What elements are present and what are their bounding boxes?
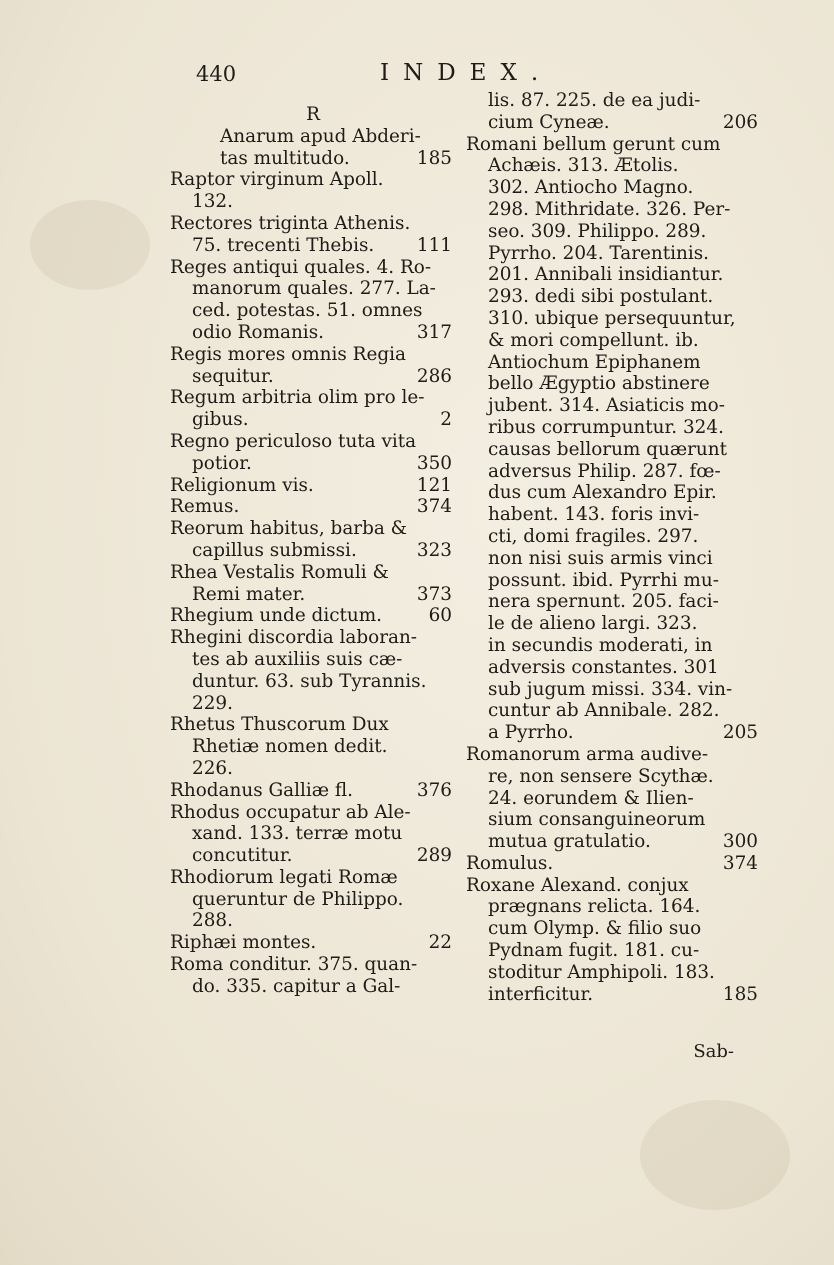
- index-line-text: ced. potestas. 51. omnes: [192, 300, 423, 322]
- index-line-text: nera spernunt. 205. faci-: [488, 591, 719, 613]
- index-line: [466, 635, 762, 657]
- index-line-text: Rhodus occupatur ab Ale-: [170, 801, 411, 823]
- index-line: [170, 126, 456, 148]
- index-line-text: odio Romanis.: [192, 321, 324, 343]
- index-line-text: Rectores triginta Athenis.: [170, 212, 411, 234]
- index-line-text: R: [306, 104, 320, 125]
- index-line-text: causas bellorum quærunt: [488, 438, 727, 460]
- index-line: [466, 286, 762, 308]
- index-line: [466, 526, 762, 548]
- page-reference: 22: [428, 932, 452, 954]
- index-line: [170, 976, 456, 998]
- index-line-text: stoditur Amphipoli. 183.: [488, 961, 715, 983]
- index-line: [466, 373, 762, 395]
- index-line-text: Raptor virginum Apoll.: [170, 169, 384, 191]
- index-line: [170, 845, 456, 867]
- index-line: [466, 657, 762, 679]
- index-line: [466, 308, 762, 330]
- index-line-text: cium Cyneæ.: [488, 111, 610, 133]
- index-line: [466, 962, 762, 984]
- index-line-text: le de alieno largi. 323.: [488, 613, 698, 635]
- index-line-text: jubent. 314. Asiaticis mo-: [488, 395, 725, 417]
- index-line: [170, 213, 456, 235]
- page-reference: 376: [416, 779, 452, 801]
- index-line: [170, 954, 456, 976]
- index-line: [170, 169, 456, 191]
- index-line-text: 288.: [192, 910, 233, 932]
- index-line-text: Achæis. 313. Ætolis.: [488, 155, 679, 177]
- index-line-text: Romani bellum gerunt cum: [466, 133, 721, 155]
- page-reference: 60: [428, 605, 452, 627]
- index-line-text: a Pyrrho.: [488, 722, 574, 744]
- index-line: [466, 570, 762, 592]
- page-reference: 373: [416, 583, 452, 605]
- index-line-text: lis. 87. 225. de ea judi-: [488, 90, 701, 111]
- index-line-text: sub jugum missi. 334. vin-: [488, 678, 733, 700]
- page-reference: 350: [416, 452, 452, 474]
- index-line: [466, 788, 762, 810]
- index-line: [170, 453, 456, 475]
- index-line: [466, 264, 762, 286]
- page-reference: 300: [722, 831, 758, 853]
- index-line: [466, 591, 762, 613]
- index-line: [466, 613, 762, 635]
- index-line: [170, 714, 456, 736]
- index-line-text: Remus.: [170, 496, 240, 518]
- index-line: [170, 366, 456, 388]
- index-line-text: Regis mores omnis Regia: [170, 343, 407, 365]
- index-line-text: dus cum Alexandro Epir.: [488, 482, 717, 504]
- index-line-text: potior.: [192, 452, 252, 474]
- index-line-text: ribus corrumpuntur. 324.: [488, 416, 724, 438]
- index-line: [170, 409, 456, 431]
- index-line: [466, 896, 762, 918]
- index-line-text: gibus.: [192, 409, 249, 431]
- index-line-text: Reges antiqui quales. 4. Ro-: [170, 256, 432, 278]
- page-reference: 205: [722, 722, 758, 744]
- index-line-text: mutua gratulatio.: [488, 831, 651, 853]
- index-line: [170, 496, 456, 518]
- page-reference: 185: [722, 983, 758, 1005]
- index-line: [466, 395, 762, 417]
- index-line-text: sium consanguineorum: [488, 809, 706, 831]
- index-line-text: tes ab auxiliis suis cæ-: [192, 648, 403, 670]
- index-line-text: adversis constantes. 301: [488, 656, 719, 678]
- index-line-text: cti, domi fragiles. 297.: [488, 525, 699, 547]
- index-line: [170, 148, 456, 170]
- page-reference: 185: [416, 147, 452, 169]
- index-line: [466, 853, 762, 875]
- index-line: [466, 199, 762, 221]
- index-line-text: in secundis moderati, in: [488, 634, 713, 656]
- index-line-text: & mori compellunt. ib.: [488, 329, 699, 351]
- index-line: [170, 736, 456, 758]
- index-line: [466, 831, 762, 853]
- index-line: [170, 344, 456, 366]
- index-line-text: interficitur.: [488, 983, 594, 1005]
- index-line-text: Religionum vis.: [170, 474, 314, 496]
- index-line-text: Reorum habitus, barba &: [170, 518, 408, 540]
- page-header: [196, 60, 576, 94]
- index-line: [466, 177, 762, 199]
- index-line-text: Antiochum Epiphanem: [488, 351, 701, 373]
- index-line-text: queruntur de Philippo.: [192, 888, 404, 910]
- index-line-text: 298. Mithridate. 326. Per-: [488, 198, 731, 220]
- index-line-text: cum Olymp. & filio suo: [488, 918, 702, 940]
- index-line: [466, 722, 762, 744]
- index-line: [170, 431, 456, 453]
- index-line-text: bello Ægyptio abstinere: [488, 373, 710, 395]
- index-line: [170, 932, 456, 954]
- index-line-text: 226.: [192, 757, 233, 779]
- index-line-text: Pydnam fugit. 181. cu-: [488, 940, 700, 962]
- index-line-text: Regum arbitria olim pro le-: [170, 387, 425, 409]
- index-line-text: Romulus.: [466, 852, 554, 874]
- index-line: [170, 540, 456, 562]
- index-line: [466, 679, 762, 701]
- index-line-text: 310. ubique persequuntur,: [488, 307, 736, 329]
- index-line: [466, 439, 762, 461]
- index-line-text: re, non sensere Scythæ.: [488, 765, 714, 787]
- index-line: [466, 984, 762, 1006]
- index-line: [466, 766, 762, 788]
- index-line-text: possunt. ibid. Pyrrhi mu-: [488, 569, 719, 591]
- index-line-text: prægnans relicta. 164.: [488, 896, 701, 918]
- index-line-text: Romanorum arma audive-: [466, 743, 709, 765]
- index-line: [170, 823, 456, 845]
- index-line: [466, 744, 762, 766]
- index-line: [170, 867, 456, 889]
- index-line: [466, 90, 762, 112]
- index-line: [170, 322, 456, 344]
- index-line: [170, 257, 456, 279]
- index-line: [170, 235, 456, 257]
- right-index-column: [466, 90, 762, 1005]
- index-line: [466, 134, 762, 156]
- index-line: [170, 780, 456, 802]
- left-index-column: [170, 104, 456, 998]
- index-line-text: Anarum apud Abderi-: [220, 125, 421, 147]
- index-line-text: Roxane Alexand. conjux: [466, 874, 689, 896]
- index-line: [170, 191, 456, 213]
- index-line-text: Rhetus Thuscorum Dux: [170, 714, 389, 736]
- index-line: [170, 278, 456, 300]
- section-letter: [170, 104, 456, 126]
- index-line: [170, 758, 456, 780]
- index-line: [466, 504, 762, 526]
- index-line: [170, 387, 456, 409]
- index-line: [170, 889, 456, 911]
- index-line-text: cuntur ab Annibale. 282.: [488, 700, 720, 722]
- index-line-text: xand. 133. terræ motu: [192, 823, 403, 845]
- index-line-text: non nisi suis armis vinci: [488, 547, 713, 569]
- index-line-text: adversus Philip. 287. fœ-: [488, 460, 721, 482]
- page-reference: 121: [416, 474, 452, 496]
- page-reference: 374: [416, 496, 452, 518]
- index-line: [170, 300, 456, 322]
- index-line: [466, 330, 762, 352]
- index-line-text: Rhodanus Galliæ fl.: [170, 779, 354, 801]
- index-line-text: 75. trecenti Thebis.: [192, 234, 375, 256]
- index-line: [466, 221, 762, 243]
- index-line-text: 229.: [192, 692, 233, 714]
- page-reference: 317: [416, 321, 452, 343]
- index-line: [466, 243, 762, 265]
- index-line-text: seo. 309. Philippo. 289.: [488, 220, 707, 242]
- index-line: [466, 482, 762, 504]
- page-reference: 206: [722, 111, 758, 133]
- running-title: INDEX.: [380, 60, 553, 86]
- index-line: [170, 562, 456, 584]
- page-reference: 111: [416, 234, 452, 256]
- index-line: [170, 518, 456, 540]
- page-reference: 323: [416, 539, 452, 561]
- page-reference: 286: [416, 365, 452, 387]
- index-line: [170, 475, 456, 497]
- index-line: [466, 940, 762, 962]
- index-line-text: manorum quales. 277. La-: [192, 278, 436, 300]
- index-line: [170, 671, 456, 693]
- index-line: [170, 584, 456, 606]
- index-line-text: Rhodiorum legati Romæ: [170, 866, 398, 888]
- index-line-text: Rhegini discordia laboran-: [170, 627, 418, 649]
- index-line: [170, 802, 456, 824]
- index-line-text: 24. eorundem & Ilien-: [488, 787, 694, 809]
- index-line-text: 302. Antiocho Magno.: [488, 177, 694, 199]
- index-line-text: concutitur.: [192, 845, 293, 867]
- index-line-text: Pyrrho. 204. Tarentinis.: [488, 242, 710, 264]
- index-line-text: duntur. 63. sub Tyrannis.: [192, 670, 427, 692]
- index-line: [466, 352, 762, 374]
- index-line: [466, 461, 762, 483]
- index-line: [466, 875, 762, 897]
- index-line-text: tas multitudo.: [220, 147, 350, 169]
- index-line-text: Rhetiæ nomen dedit.: [192, 736, 388, 758]
- page-reference: 2: [440, 409, 452, 431]
- index-line: [466, 700, 762, 722]
- index-line: [170, 693, 456, 715]
- index-line-text: Rhea Vestalis Romuli &: [170, 561, 389, 583]
- index-line-text: Rhegium unde dictum.: [170, 605, 383, 627]
- index-line-text: Regno periculoso tuta vita: [170, 430, 417, 452]
- index-line-text: Remi mater.: [192, 583, 306, 605]
- index-line-text: do. 335. capitur a Gal-: [192, 975, 401, 997]
- index-line-text: capillus submissi.: [192, 539, 357, 561]
- paper-stain: [640, 1100, 790, 1210]
- index-line: [466, 112, 762, 134]
- index-line: [466, 417, 762, 439]
- page-reference: 374: [722, 852, 758, 874]
- page-number: 440: [196, 62, 237, 86]
- index-line: [466, 918, 762, 940]
- page-reference: 289: [416, 845, 452, 867]
- index-line: [466, 809, 762, 831]
- index-line-text: sequitur.: [192, 365, 274, 387]
- index-line-text: 132.: [192, 191, 233, 213]
- index-line: [170, 910, 456, 932]
- index-line-text: Riphæi montes.: [170, 932, 317, 954]
- index-line: [170, 627, 456, 649]
- catchword: Sab-: [693, 1041, 734, 1062]
- index-line-text: Roma conditur. 375. quan-: [170, 954, 418, 976]
- index-line: [170, 605, 456, 627]
- index-line: [170, 649, 456, 671]
- index-line: [466, 155, 762, 177]
- index-line-text: 201. Annibali insidiantur.: [488, 264, 724, 286]
- index-line-text: habent. 143. foris invi-: [488, 504, 700, 526]
- index-line-text: 293. dedi sibi postulant.: [488, 286, 714, 308]
- index-line: [466, 548, 762, 570]
- paper-stain: [30, 200, 150, 290]
